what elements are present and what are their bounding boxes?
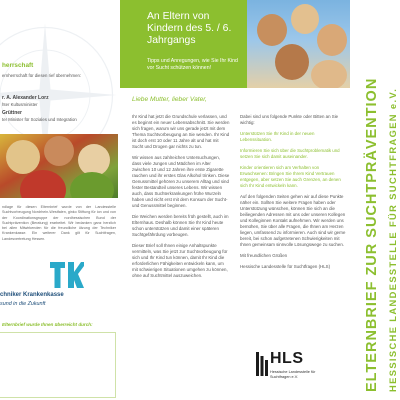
body-paragraph: Auf den folgenden Seiten gehen wir auf diese Punkte näher ein. Sollten Sie weitere Fragen haben oder Unterstützung wünschen, können Sie sich an die beiliegenden Adressen mit uns oder unseren Kollegen und Kolleginnen Kontakt aufnehmen. Wir werden uns bemühen, Sie über alle Fragen, die Ihnen am Herzen liegen, umfassend zu informieren. Auch sind wir gerne bereit, bei schon aufgetretenen Schwierigkeiten mit Ihnen gemeinsam sinnvolle Lösungswege zu suchen. [240, 194, 346, 247]
hls-logo [256, 350, 316, 390]
letter-title: An Eltern von Kindern des 5. / 6. Jahrgangs [147, 11, 232, 46]
banner-organisation: HESSISCHE LANDESSTELLE FÜR SUCHTFRAGEN e.V. [388, 87, 398, 392]
hls-mark-icon [256, 352, 268, 376]
patronage-intro: ernherrschaft für diesen rief übernehmen: [2, 73, 82, 78]
patron-2-role: ter Minister für Soziales und Integration [2, 117, 77, 122]
body-column-2 [240, 114, 346, 275]
patronage-heading: herrschaft [2, 62, 34, 69]
acknowledgement-text: ndlage für diesen Elternbrief wurde von der Landesstelle Suchtvorbeugung Nordrhein-Westfalen, ginko Stiftung für ion und von der Koordinationsgruppe der nordhessischen Bund der Suchtprävention (Beratung) erarbeitet. Wir bedanken ganz herzlich bei allen Mitwirkenden für die freundliche ützung der Techniker Krankenkasse. Ein weiterer Dank gilt für Suchtfragen, Landesvertretung Hessen. [2, 205, 116, 241]
banner-title: ELTERNBRIEF ZUR SUCHTPRÄVENTION [364, 77, 380, 392]
body-paragraph: Dabei sind uns folgende Punkte oder Bitten an Sie wichtig: [240, 114, 339, 125]
patron-2-name: Grüttner [2, 110, 22, 116]
body-column-1 [132, 114, 230, 284]
hls-wordmark: HLS [270, 350, 304, 367]
patron-1-role: hter Kultusminister [2, 102, 38, 107]
sponsor-slogan: sund in die Zukunft [0, 301, 46, 307]
stamp-area [0, 332, 116, 398]
key-point: Kinder orientieren sich am Verhalten von Erwachsenen: Bringen Sie Ihrem Kind Vertrauen entgegen, aber setzen Sie auch Grenzen, an denen sich Ihr Kind entwickeln kann. [240, 165, 341, 188]
left-panel [0, 0, 120, 400]
middle-panel [120, 0, 350, 400]
tk-logo-icon [50, 262, 84, 288]
greeting: Liebe Mutter, lieber Vater, [132, 96, 207, 103]
hls-logo-subtitle: Hessische Landesstelle für Suchtfragen e.V. [270, 370, 316, 379]
key-point: Unterstützen Sie Ihr Kind in der neuen Lebenssituation. [240, 131, 315, 142]
body-paragraph: Wir wissen aus zahlreichen Untersuchungen, dass viele Jungen und Mädchen im Alter zwischen 10 und 12 Jahren ihre erste Zigarette rauchen und ihr erstes Glas Alkohol trinken. Diese Genussmittel gehören zu unserem Alltag und sind fester Bestandteil unseres Lebens. Wir wissen auch, dass Suchterkrankungen frühe Wurzeln haben und nicht erst mit dem Konsum der Sucht- und Genussmittel beginnen. [132, 155, 230, 208]
children-sky-photo [247, 0, 350, 88]
body-paragraph: Die Weichen werden bereits früh gestellt, auch im Elternhaus. Deshalb können Sie Ihr Kind heute schon unterstützen und damit einer späteren Suchtgefährdung vorbeugen. [132, 214, 229, 237]
sponsor-name: chniker Krankenkasse [0, 292, 64, 298]
body-paragraph: Ihr Kind hat jetzt die Grundschule verlassen, und es beginnt ein neuer Lebensabschnitt. Sie werden sich fragen, warum wir uns gerade jetzt mit dem Thema Suchtvorbeugung an Sie wenden. Ihr Kind ist doch erst 10 oder 11 Jahre alt und hat mit Sucht und Drogen gar nichts zu tun. [132, 114, 230, 149]
closing-salutation: Mit freundlichen Grüßen [240, 253, 288, 258]
key-point: Informieren Sie sich über die Suchtproblematik und setzen Sie sich damit auseinander. [240, 148, 340, 159]
stamp-label: Elternbrief wurde Ihnen überreicht durch: [2, 322, 93, 327]
letter-subtitle: Tipps und Anregungen, wie Sie Ihr Kind vor Sucht schützen können! [147, 58, 238, 71]
patron-1-name: r. A. Alexander Lorz [2, 95, 49, 101]
sender-signature: Hessische Landesstelle für Suchtfragen (HLS) [240, 264, 331, 269]
body-paragraph: Dieser Brief soll Ihnen einige Anhaltspunkte vermitteln, was Sie jetzt zur Suchtvorbeugung für sich und Ihr Kind tun können, damit Ihr Kind die erforderlichen Fähigkeiten entwickeln kann, um mit schwierigen Situationen umgehen zu können, ohne auf Suchtmittel auszuweichen. [132, 243, 228, 278]
title-box [120, 0, 247, 88]
children-group-photo [0, 134, 118, 198]
